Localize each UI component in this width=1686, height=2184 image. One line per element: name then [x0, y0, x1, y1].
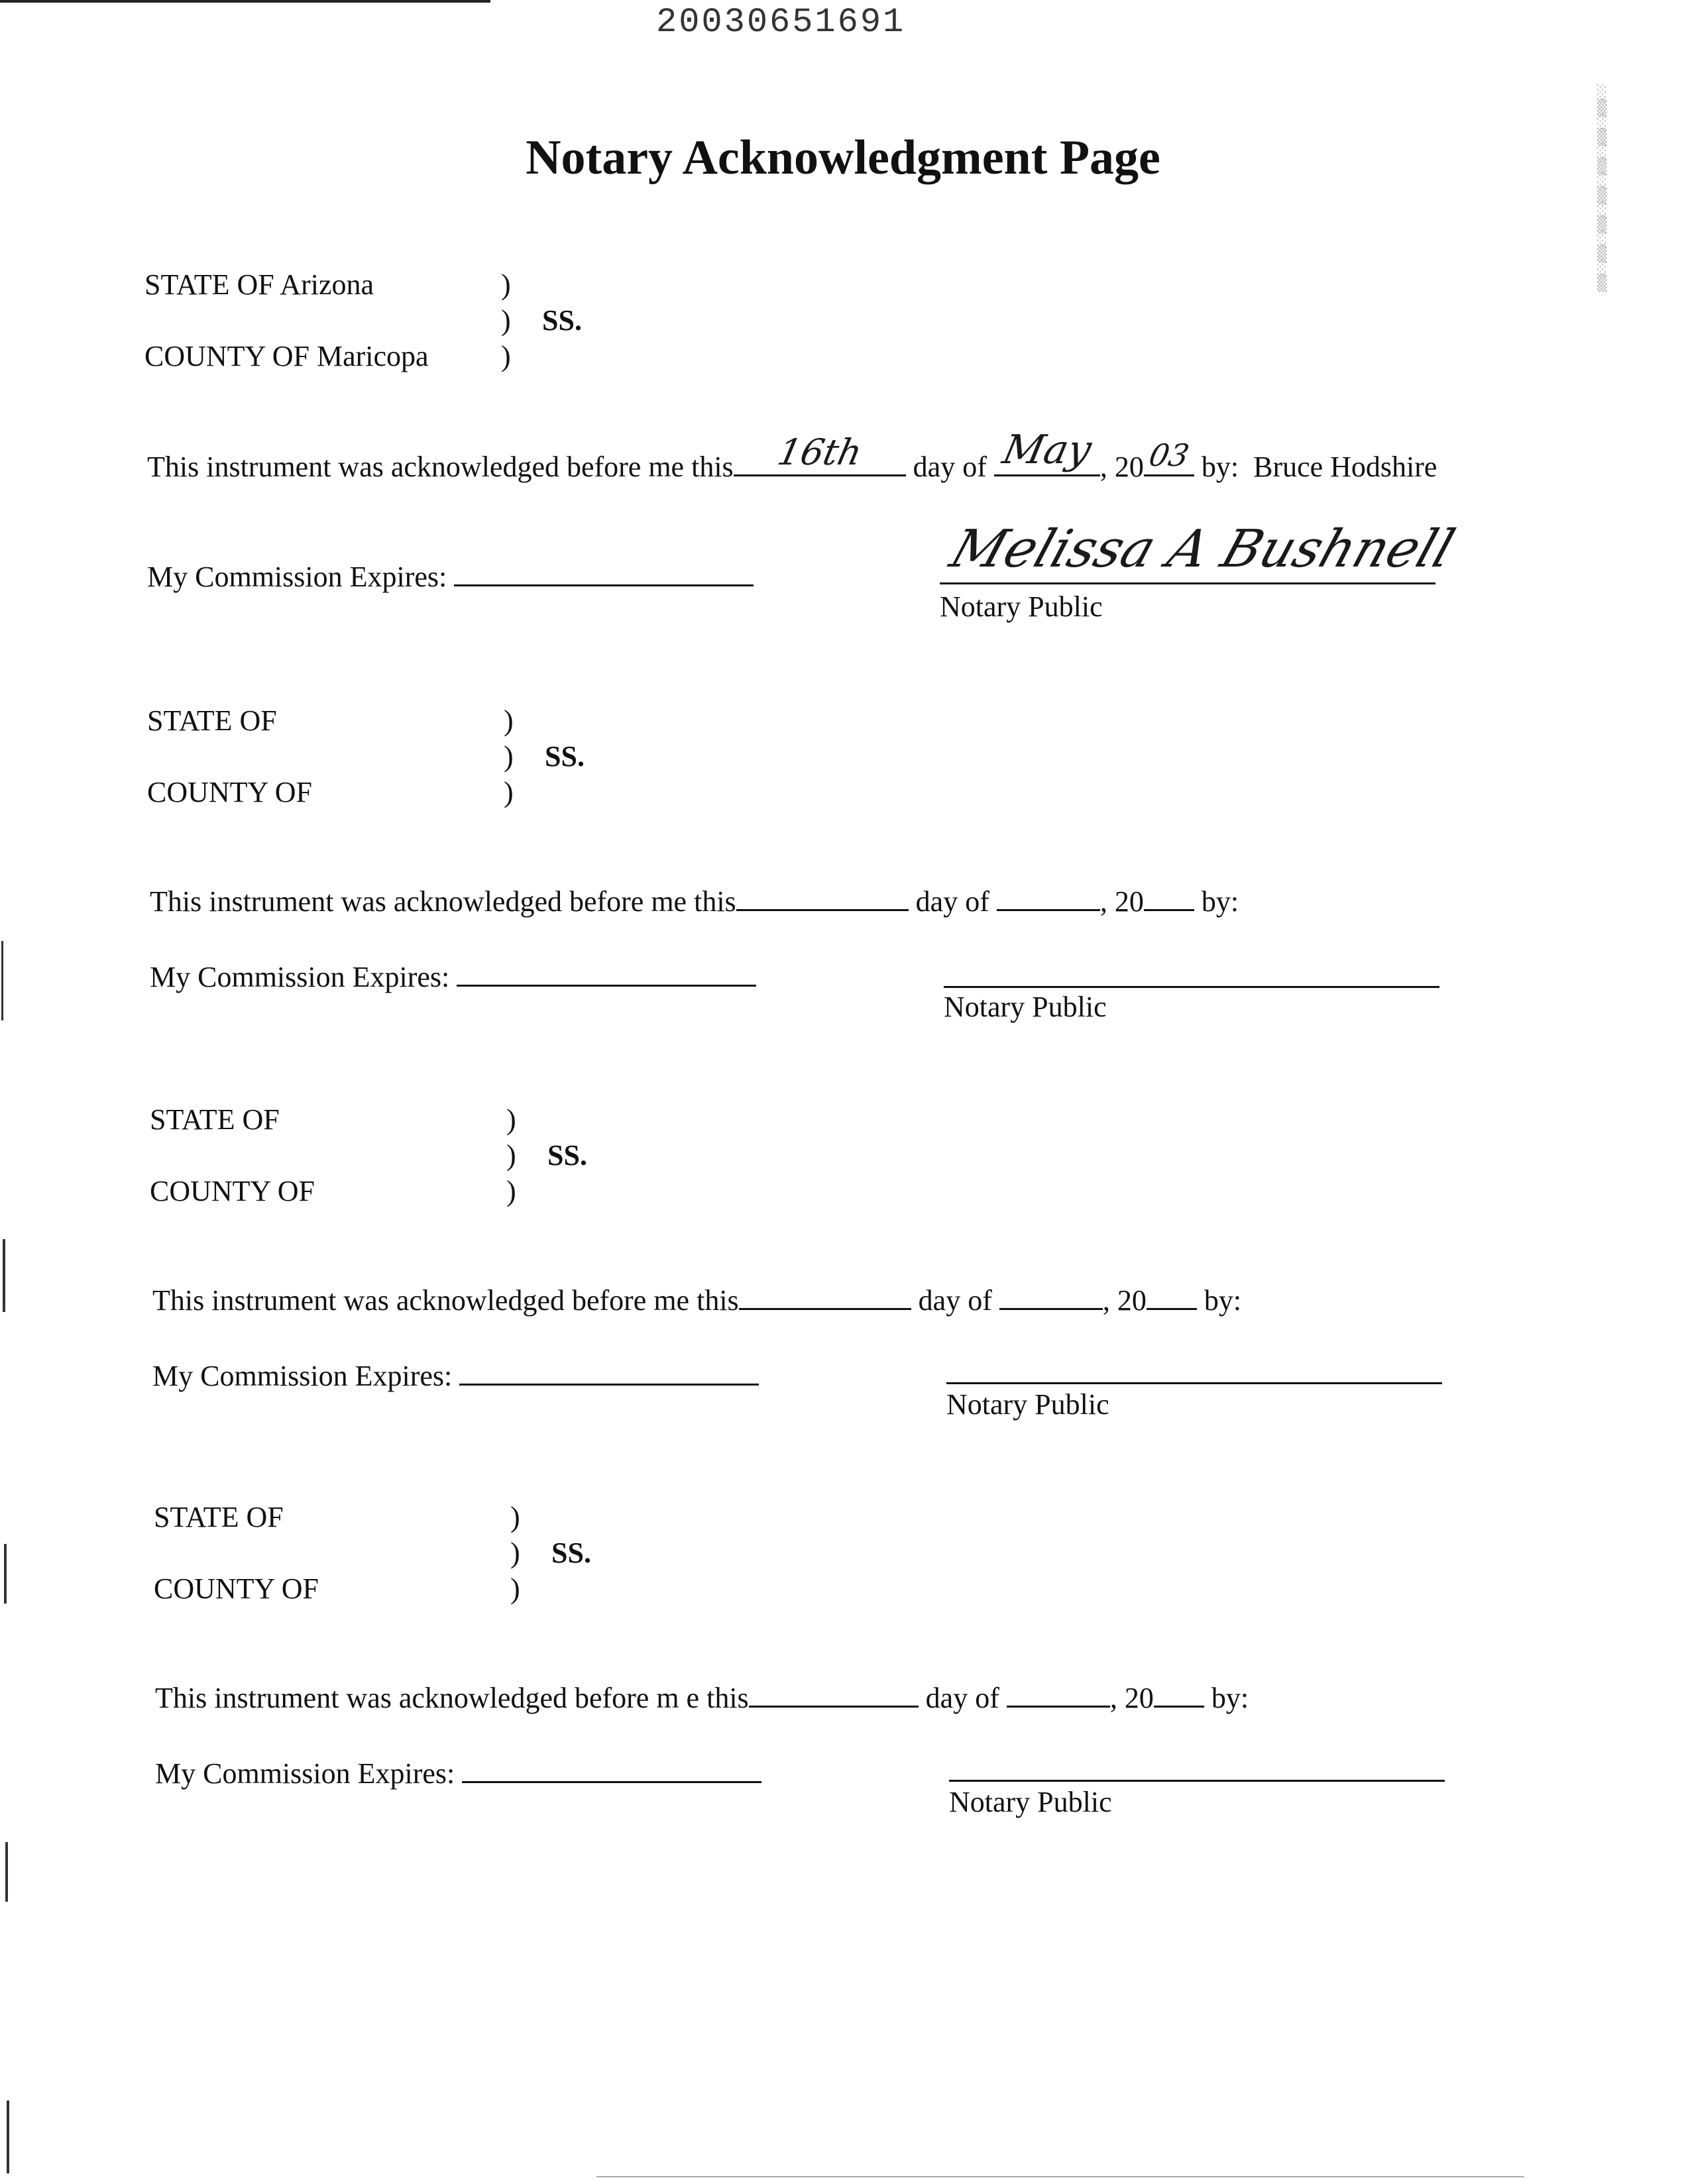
year-prefix: , 20 — [1109, 1682, 1154, 1714]
ack-phrase: This instrument was acknowledged before me this — [150, 885, 736, 918]
paren: ) — [510, 1537, 520, 1569]
paren: ) — [501, 340, 511, 372]
ack-phrase: This instrument was acknowledged before me this — [147, 451, 734, 483]
month-field[interactable] — [1007, 1679, 1110, 1708]
state-label: STATE OF — [154, 1501, 284, 1533]
year-prefix: , 20 — [1102, 1284, 1147, 1317]
state-label: STATE OF — [150, 1103, 280, 1136]
scan-artifact — [3, 1239, 5, 1312]
paren: ) — [506, 1103, 516, 1136]
paren: ) — [504, 740, 514, 773]
day-of-label: day of — [918, 1284, 992, 1317]
year-field[interactable] — [1144, 437, 1194, 476]
commission-expires-field[interactable] — [457, 958, 756, 987]
paren: ) — [501, 268, 511, 301]
scan-artifact — [1, 941, 3, 1020]
day-field[interactable] — [749, 1679, 919, 1708]
ss-label: SS. — [551, 1537, 591, 1569]
handwritten-month: May — [998, 427, 1096, 473]
handwritten-day: 16th — [773, 431, 866, 473]
ss-label: SS. — [542, 304, 582, 337]
day-of-label: day of — [915, 885, 989, 918]
day-field[interactable] — [734, 431, 906, 476]
commission-expires-field[interactable] — [462, 1755, 761, 1783]
scan-artifact — [5, 1842, 8, 1902]
notary-signature-line[interactable] — [949, 1780, 1445, 1782]
day-of-label: day of — [925, 1682, 999, 1714]
acknowledgment-line — [147, 427, 1437, 484]
by-label: by: — [1204, 1284, 1242, 1317]
by-label: by: — [1201, 885, 1239, 918]
paren: ) — [504, 776, 514, 808]
commission-expires-field[interactable] — [454, 558, 754, 586]
year-field[interactable] — [1154, 1679, 1204, 1708]
month-field[interactable] — [994, 427, 1100, 476]
recorder-stamp: ░ ▒ ░ ▒ ░ ▒ ░ ▒ ░ ▒ ░ ▒ ░ ▒ — [1597, 84, 1606, 292]
acknowledgment-line — [152, 1282, 1241, 1317]
commission-expires-line — [152, 1357, 759, 1393]
top-border-line — [0, 0, 490, 3]
day-field[interactable] — [736, 883, 909, 911]
ack-phrase: This instrument was acknowledged before m e this — [155, 1682, 749, 1714]
paren: ) — [506, 1175, 516, 1207]
month-field[interactable] — [997, 883, 1100, 911]
state-label: STATE OF Arizona — [144, 268, 374, 301]
by-label: by: — [1201, 451, 1239, 483]
notary-signature: Melissa A Bushnell — [943, 519, 1462, 579]
acknowledgment-line — [155, 1679, 1249, 1715]
notary-signature-field[interactable] — [940, 510, 1462, 584]
paren: ) — [506, 1139, 516, 1172]
commission-expires-line — [147, 558, 754, 594]
notary-signature-line[interactable] — [944, 986, 1439, 988]
commission-expires-field[interactable] — [459, 1357, 759, 1386]
month-field[interactable] — [999, 1282, 1103, 1310]
paren: ) — [504, 704, 514, 737]
by-label: by: — [1211, 1682, 1249, 1714]
commission-expires-label: My Commission Expires: — [155, 1757, 455, 1790]
acknowledgment-line — [150, 883, 1239, 918]
notary-public-label: Notary Public — [944, 991, 1107, 1023]
notary-public-label: Notary Public — [946, 1388, 1109, 1421]
county-label: COUNTY OF Maricopa — [144, 340, 429, 372]
ack-phrase: This instrument was acknowledged before me this — [152, 1284, 739, 1317]
handwritten-year: 03 — [1145, 437, 1192, 473]
commission-expires-label: My Commission Expires: — [152, 1360, 453, 1392]
paren: ) — [501, 304, 511, 337]
commission-expires-label: My Commission Expires: — [150, 961, 450, 993]
signature-line — [940, 582, 1435, 584]
notary-signature-line[interactable] — [946, 1382, 1442, 1384]
notary-public-label: Notary Public — [949, 1786, 1112, 1818]
state-label: STATE OF — [147, 704, 277, 737]
paren: ) — [510, 1572, 520, 1605]
scan-artifact — [4, 1544, 7, 1604]
ss-label: SS. — [547, 1139, 587, 1172]
notary-public-label: Notary Public — [940, 590, 1103, 623]
scan-artifact — [596, 2176, 1524, 2177]
county-label: COUNTY OF — [147, 776, 312, 808]
commission-expires-line — [155, 1755, 761, 1790]
county-label: COUNTY OF — [150, 1175, 315, 1207]
year-field[interactable] — [1144, 883, 1194, 911]
ss-label: SS. — [545, 740, 585, 773]
year-prefix: , 20 — [1099, 451, 1144, 483]
paren: ) — [510, 1501, 520, 1533]
commission-expires-label: My Commission Expires: — [147, 561, 447, 593]
document-number: 20030651691 — [656, 3, 906, 42]
by-name: Bruce Hodshire — [1253, 451, 1437, 483]
year-prefix: , 20 — [1099, 885, 1144, 918]
commission-expires-line — [150, 958, 756, 994]
day-of-label: day of — [913, 451, 987, 483]
scan-artifact — [7, 2101, 9, 2173]
page-title: Notary Acknowledgment Page — [526, 131, 1160, 185]
county-label: COUNTY OF — [154, 1572, 319, 1605]
day-field[interactable] — [739, 1282, 911, 1310]
year-field[interactable] — [1147, 1282, 1197, 1310]
